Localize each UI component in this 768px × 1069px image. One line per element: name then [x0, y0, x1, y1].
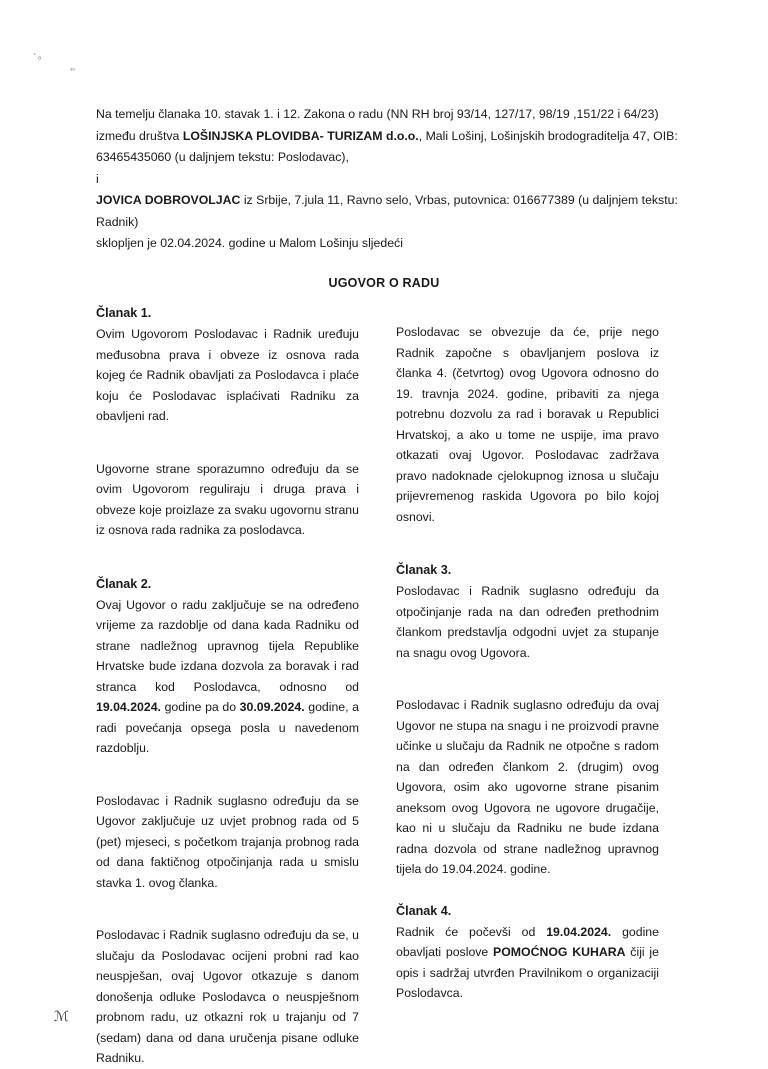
article-2-title: Članak 2.: [96, 576, 152, 591]
preamble-line: i: [96, 171, 99, 186]
article-2-paragraph-4: Poslodavac se obvezuje da će, prije nego Radnik započne s obavljanjem poslova iz članka 4. (četvrtog) ovog Ugovora odnosno do 19. travnja 2024. godine, pribaviti za njega potrebnu dozvolu za rad i boravak u Republici Hrvatskoj, a ako u tome ne uspije, ima pravo otkazati ovaj Ugovor. Poslodavac zadržava pravo nadoknade cjelokupnog iznosa u slučaju prijevremenog raskida Ugovora po bilo kojoj osnovi.: [396, 325, 659, 524]
preamble-line: sklopljen je 02.04.2024. godine u Malom Lošinju sljedeći: [96, 236, 403, 250]
initials-mark: ℳ: [54, 1008, 69, 1024]
article-3-title: Članak 3.: [396, 563, 452, 577]
article-1-paragraph-2: Ugovorne strane sporazumno određuju da se ovim Ugovorom reguliraju i druga prava i obveze koje proizlaze za svaku ugovornu stranu iz osnova rada radnika za poslodavca.: [96, 461, 359, 537]
article-3-paragraph-2: Poslodavac i Radnik suglasno određuju da ovaj Ugovor ne stupa na snagu i ne proizvodi pravne učinke u slučaju da Radnik ne otpočne s radom na dan određen člankom 2. (drugim) ovog Ugovora, osim ako ugovorne strane pisanim aneksom ovog Ugovora ne ugovore drugačije, kao ni u slučaju da Radniku ne bude izdana radna dozvola od strane nadležnog upravnog tijela do 19.04.2024. godine.: [396, 698, 659, 876]
article-4-paragraph-1: Radnik će počevši od 19.04.2024. godine obavljati poslove POMOĆNOG KUHARA čiji je opis i sadržaj utvrđen Pravilnikom o organizaciji Poslodavca.: [396, 924, 659, 1000]
employee-name: JOVICA DOBROVOLJAC: [96, 193, 241, 207]
article-2-paragraph-1: Ovaj Ugovor o radu zaključuje se na određeno vrijeme za razdoblje od dana kada Radniku od strane nadležnog upravnog tijela Republike Hrvatske bude izdana dozvola za boravak i rad stranca kod Poslodavca, odnosno od 19.04.2024. godine pa do 30.09.2024. godine, a radi povećanja opsega posla u navedenom razdoblju.: [96, 597, 360, 755]
preamble-line: 63465435060 (u daljnjem tekstu: Poslodavac),: [96, 150, 349, 164]
left-column: [96, 302, 359, 1069]
preamble-line: Radnik): [96, 214, 139, 229]
article-4-title: Članak 4.: [396, 903, 452, 918]
scan-artifact: ₃ₒ: [70, 66, 75, 72]
document-title: UGOVOR O RADU: [328, 276, 440, 290]
preamble-line: Na temelju članaka 10. stavak 1. i 12. Zakona o radu (NN RH broj 93/14, 127/17, 98/19 ,151/22 i 64/23): [96, 107, 659, 121]
employer-name: LOŠINJSKA PLOVIDBA- TURIZAM d.o.o.: [182, 128, 419, 143]
article-2-paragraph-2: Poslodavac i Radnik suglasno određuju da se Ugovor zaključuje uz uvjet probnog rada od 5 (pet) mjeseci, s početkom trajanja probnog rada od dana faktičnog otpočinjanja rada u smislu stavka 1. ovog članka.: [96, 793, 359, 890]
article-2-paragraph-3: Poslodavac i Radnik suglasno određuju da se, u slučaju da Poslodavac ocijeni probni rad kao neuspješan, ovaj Ugovor otkazuje s danom donošenja odluke Poslodavca o neuspješnom probnom radu, uz otkazni rok u trajanju od 7 (sedam) dana od dana uručenja pisane odluke Radniku.: [96, 928, 359, 1065]
preamble-line: JOVICA DOBROVOLJAC iz Srbije, 7.jula 11, Ravno selo, Vrbas, putovnica: 016677389 (u daljnjem tekstu:: [96, 193, 678, 207]
right-column: [396, 322, 659, 1004]
article-1-paragraph-1: Ovim Ugovorom Poslodavac i Radnik uređuju međusobna prava i obveze iz osnova rada kojeg će Radnik obavljati za Poslodavca i plaće koju će Poslodavac isplaćivati Radniku za obavljeni rad.: [96, 327, 359, 423]
job-title: POMOĆNOG KUHARA: [493, 945, 626, 959]
article-1-title: Članak 1.: [96, 306, 152, 320]
scan-artifact: ʻ ₀: [34, 52, 42, 61]
contract-preamble: [96, 104, 676, 255]
article-3-paragraph-1: Poslodavac i Radnik suglasno određuju da otpočinjanje rada na dan određen prethodnim člankom predstavlja odgodni uvjet za stupanje na snagu ovog Ugovora.: [396, 584, 659, 660]
preamble-line: između društva LOŠINJSKA PLOVIDBA- TURIZAM d.o.o., Mali Lošinj, Lošinjskih brodograditelja 47, OIB:: [96, 128, 678, 143]
